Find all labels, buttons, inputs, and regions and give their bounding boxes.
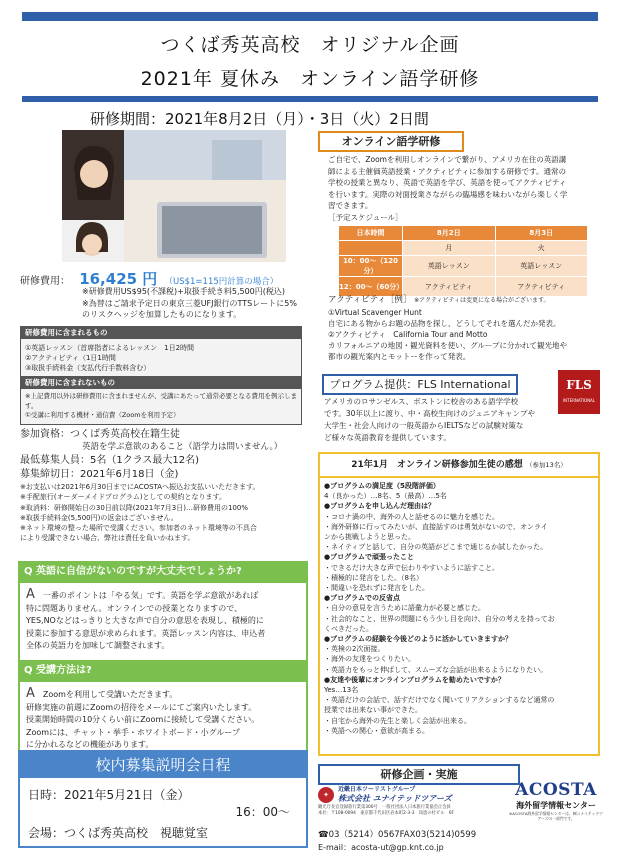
provider-tag: プログラム提供：FLS International bbox=[322, 374, 518, 395]
knt-logo-icon: ✦ bbox=[318, 787, 334, 803]
fls-logo bbox=[558, 370, 600, 414]
activity-section bbox=[328, 294, 608, 362]
schedule-subheader: 火 bbox=[495, 241, 588, 256]
feedback-line: ●プログラムでの反省点 bbox=[324, 594, 401, 603]
schedule-cell: アクティビティ bbox=[403, 277, 496, 297]
top-bar bbox=[22, 12, 598, 21]
qa2-line: 研修実施の前週にZoomの招待をメールにてご案内いたします。 bbox=[26, 702, 257, 712]
knt-name: 株式会社 ユナイテッドツアーズ bbox=[338, 794, 452, 803]
fee-note-2: ※為替はご請求予定日の東京三菱UFJ銀行のTTSレートに5% bbox=[82, 298, 297, 308]
req-note: ※ネット環境の整った場所で受講ください。参加者のネット環境等の不具合 bbox=[20, 524, 257, 533]
excluded-header: 研修費用に含まれないもの bbox=[21, 377, 301, 389]
online-description bbox=[328, 154, 604, 223]
feedback-line: ・自宅から海外の先生と楽しく会話が出来る。 bbox=[324, 716, 471, 725]
feedback-line: ・コロナ渦の中、海外の人と話せるのに魅力を感じた。 bbox=[324, 512, 499, 521]
qa2-answer-mark: A bbox=[26, 686, 35, 701]
qa-method bbox=[18, 660, 308, 762]
schedule-time: 12：00～（60分） bbox=[339, 277, 403, 297]
provider-line: 大学生・社会人向けの一般英語からIELTSなどの試験対策な bbox=[324, 421, 524, 430]
feedback-line: ・海外研修に行ってみたいが、直接話すのは勇気がないので、オンライ bbox=[324, 522, 548, 531]
feedback-line: ●プログラムで頑張ったこと bbox=[324, 553, 415, 562]
deadline: 募集締切日：2021年6月18日（金) bbox=[20, 469, 179, 480]
excluded-item: ①受講に利用する機材・通信費（Zoomを利用予定） bbox=[25, 411, 180, 419]
excluded-box bbox=[20, 376, 302, 425]
contact-email[interactable]: E-mail：acosta-ut@gp.knt.co.jp bbox=[318, 843, 444, 852]
online-desc-line: 学校の授業と異なり、英語で英語を学び、英語を使ってアクティビティ bbox=[328, 178, 567, 187]
acosta-logo: ACOSTA bbox=[515, 780, 597, 800]
feedback-line: ●プログラムを申し込んだ理由は？ bbox=[324, 502, 436, 511]
activity-note: ※アクティビティは変更になる場合がございます。 bbox=[414, 297, 550, 304]
activity-line: ②アクティビティ California Tour and Motto bbox=[328, 330, 488, 339]
feedback-line: ●友達や後輩にオンラインプログラムを勧めたいですか？ bbox=[324, 675, 505, 684]
req-note: ※取消料：研修開始日の30日前以降(2021年7月3日)…研修費用の100% bbox=[20, 503, 248, 512]
briefing-box bbox=[18, 750, 308, 848]
qa2-line: に分かれるなどの機能があります。 bbox=[26, 740, 154, 749]
acosta-block bbox=[508, 780, 604, 821]
provider-line: ど様々な英語教育を提供しています。 bbox=[324, 433, 451, 442]
activity-line: 都市の観光案内とモットーを作って発表。 bbox=[328, 352, 471, 361]
min-participants: 最低募集人員：5名（1クラス最大12名) bbox=[20, 455, 200, 466]
feedback-line: ・英語への関心・意欲が高まる。 bbox=[324, 726, 429, 735]
schedule-header: 日本時間 bbox=[339, 226, 403, 241]
online-desc-line: ご自宅で、Zoomを利用しオンラインで繋がり、アメリカ在住の英語講 bbox=[328, 155, 567, 164]
qa-confidence bbox=[18, 561, 308, 665]
schedule-cell: 英語レッスン bbox=[403, 256, 496, 277]
qa1-line: 特に問題ありません。オンラインでの授業となりますので、 bbox=[26, 603, 243, 613]
included-item: ②アクティビティ（1日1時間 bbox=[25, 354, 116, 362]
feedback-line: くべきだった。 bbox=[324, 624, 373, 633]
provider-line: アメリカのロサンゼルス、ボストンに校舎のある語学学校 bbox=[324, 397, 519, 406]
feedback-line: ・社会的なこと、世界の問題にもう少し目を向け、自分の考えを持ってお bbox=[324, 614, 555, 623]
qa2-line: Zoomを利用して受講いただきます。 bbox=[42, 690, 178, 699]
qa1-question: Q 英語に自信がないのですが大丈夫でしょうか? bbox=[18, 561, 308, 583]
online-desc-line: を行います。実際の対面授業さながらの臨場感を味わいながら楽しく学 bbox=[328, 189, 568, 199]
qa2-question: Q 受講方法は? bbox=[18, 660, 308, 682]
fls-logo-sub: INTERNATIONAL bbox=[562, 398, 596, 403]
qa2-line: Zoomには、チャット・挙手・ホワイトボード・小グループ bbox=[26, 727, 240, 737]
feedback-line: 4（良かった）…8名、5（最高）…5名 bbox=[324, 492, 447, 501]
fls-logo-text: FLS bbox=[566, 378, 592, 392]
feedback-line: ・できるだけ大きな声で伝わりやすいように話すこと。 bbox=[324, 563, 499, 572]
included-item: ①英語レッスン（首席指者によるレッスン 1日2時間 bbox=[25, 344, 195, 352]
schedule-time: 10：00～（120分） bbox=[339, 256, 403, 277]
activity-line: 自宅にある物からお題の品物を探し、どうしてそれを選んだか発表。 bbox=[328, 319, 561, 328]
knt-brand: 近畿日本ツーリストグループ bbox=[338, 786, 416, 793]
online-desc-line: 習できます。 bbox=[328, 201, 373, 210]
excluded-item: ※上記費用以外は研修費用に含まれませんが、受講にあたって通常必要となる費用を例示します。 bbox=[25, 392, 297, 410]
title-line-1: つくば秀英高校 オリジナル企画 bbox=[160, 34, 460, 56]
fee-label: 研修費用： bbox=[20, 276, 70, 287]
feedback-line: ・自分の意見を言うために語彙力が必要と感じた。 bbox=[324, 604, 485, 613]
fee-note-3: のリスクヘッジを加算したものになります。 bbox=[82, 310, 242, 319]
schedule-header: 8月2日 bbox=[403, 226, 496, 241]
qa1-line: 授業に参加する意思が求められます。英語レッスン内容は、申込者 bbox=[26, 628, 266, 638]
qa2-line: 授業開始時間の10分くらい前にZoomに接続して受講ください。 bbox=[26, 715, 260, 724]
online-desc-line: 師による主催価英語授業・アクティビティに参加する研修です。通常の bbox=[328, 166, 566, 176]
briefing-time: 16：00～ bbox=[235, 805, 290, 819]
feedback-line: ・ネイティブと話して、自分の英語がどこまで通じるか試したかった。 bbox=[324, 543, 548, 552]
included-box bbox=[20, 326, 302, 378]
requirements bbox=[20, 428, 312, 544]
feedback-line: ●プログラムの経験を今後どのように活かしていきますか？ bbox=[324, 635, 513, 644]
feedback-line: ・間違いを恐れずに発言をした。 bbox=[324, 584, 429, 593]
schedule-subheader: 月 bbox=[403, 241, 496, 256]
qa1-answer-mark: A bbox=[26, 587, 35, 602]
briefing-venue: 会場：つくば秀英高校 視聴覚室 bbox=[28, 826, 209, 840]
req-note: により受講できない場合、弊社は責任を負いかねます。 bbox=[20, 534, 195, 543]
feedback-count: （参加13名） bbox=[525, 461, 567, 469]
qualification-note: 英語を学ぶ意欲のあること（語学力は問いません。） bbox=[82, 442, 283, 452]
feedback-line: ・積極的に発言をした。（8名） bbox=[324, 573, 423, 582]
training-period: 研修期間：2021年8月2日（月）・3日（火）2日間 bbox=[90, 110, 429, 128]
fee-notes bbox=[82, 286, 312, 321]
briefing-date: 日時：2021年5月21日（金） bbox=[28, 788, 190, 802]
feedback-line: ンから挑戦しようと思った。 bbox=[324, 533, 415, 542]
activity-line: カリフォルニアの地図・観光資料を使い、グループに分かれて観光地や bbox=[328, 341, 568, 350]
briefing-title: 校内募集説明会日程 bbox=[20, 752, 306, 778]
fee-rate: （US$1=115円計算の場合） bbox=[164, 277, 279, 287]
qa1-line: 一番のポイントは「やる気」です。英語を学ぶ意欲があれば bbox=[42, 591, 259, 600]
contact-tel: ☎03（5214）0567FAX03(5214)0599 bbox=[318, 830, 477, 840]
feedback-line: ・英語力をもっと伸ばして、スムーズな会話が出来るようになりたい。 bbox=[324, 665, 548, 674]
title-underline bbox=[22, 96, 598, 102]
provider-line: です。30年以上に渡り、中・高校生向けのジュニアキャンプや bbox=[324, 409, 535, 418]
feedback-line: 授業では出来ない事ができた。 bbox=[324, 706, 422, 715]
included-item: ③取扱手続料金（支払代行手数料含む） bbox=[25, 364, 151, 372]
schedule-table bbox=[338, 225, 588, 297]
schedule-subheader bbox=[339, 241, 403, 256]
title-line-2: 2021年 夏休み オンライン語学研修 bbox=[140, 68, 480, 90]
feedback-title: 21年1月 オンライン研修参加生徒の感想 bbox=[351, 460, 523, 470]
feedback-title-box bbox=[318, 452, 600, 478]
organizer-tag: 研修企画・実施 bbox=[318, 764, 520, 785]
fee-amount: 16,425 円 bbox=[79, 270, 158, 288]
feedback-body bbox=[318, 478, 600, 756]
req-note: ※手配旅行(オーダーメイドプログラム)としての契約となります。 bbox=[20, 493, 226, 502]
knt-address-1: 観光庁長官登録旅行業第300号 一般社団法人日本旅行業協会正会員 bbox=[318, 805, 451, 810]
feedback-line: ・英語だけの会話で、話すだけでなく聞いてリアクションするなど通常の bbox=[324, 696, 555, 705]
qa1-line: 全体の英語力を加味して調整されます。 bbox=[26, 641, 170, 650]
qa1-line: YES,NOなどはっきりと大きな声で自分の意思を表現し、積極的に bbox=[26, 616, 264, 625]
feedback-line: ・英検の2次面接。 bbox=[324, 645, 385, 654]
knt-block bbox=[318, 786, 504, 817]
feedback-line: Yes…13名 bbox=[324, 686, 359, 695]
included-header: 研修費用に含まれるもの bbox=[21, 327, 301, 339]
online-tag: オンライン語学研修 bbox=[318, 131, 464, 152]
activity-title: アクティビティ［例］ bbox=[328, 295, 412, 305]
schedule-cell: 英語レッスン bbox=[495, 256, 588, 277]
student-photo bbox=[62, 130, 286, 262]
feedback-line: ●プログラムの満足度（5段階評価） bbox=[324, 482, 440, 490]
req-note: ※取扱手続料金(5,500円)の返金はございません。 bbox=[20, 513, 178, 522]
acosta-sub: 海外留学情報センター bbox=[516, 801, 596, 810]
req-note: ※お支払いは2021年6月30日までにACOSTAへ振込お支払いいただきます。 bbox=[20, 483, 260, 491]
provider-description bbox=[324, 396, 564, 444]
schedule-cell: アクティビティ bbox=[495, 277, 588, 297]
fee-note-1: ※研修費用US$95(不課税)+取扱手続き料5,500円(税込) bbox=[82, 287, 285, 296]
feedback-line: ・海外の友達をつくりたい。 bbox=[324, 655, 415, 664]
qualification: 参加資格：つくば秀英高校在籍生徒 bbox=[20, 429, 180, 440]
schedule-header: 8月3日 bbox=[495, 226, 588, 241]
acosta-note: ※ACOSTA海外留学情報センターは、㈱ユナイテッドツアーズの一部門です。 bbox=[509, 811, 603, 821]
knt-address-2: 本社：〒108-0094 東京都千代田区岩本町2-3-3 知恵の杜ビル 6F bbox=[318, 811, 455, 816]
schedule-label: ［予定スケジュール］ bbox=[328, 212, 403, 222]
activity-line: ①Virtual Scavenger Hunt bbox=[328, 308, 422, 317]
